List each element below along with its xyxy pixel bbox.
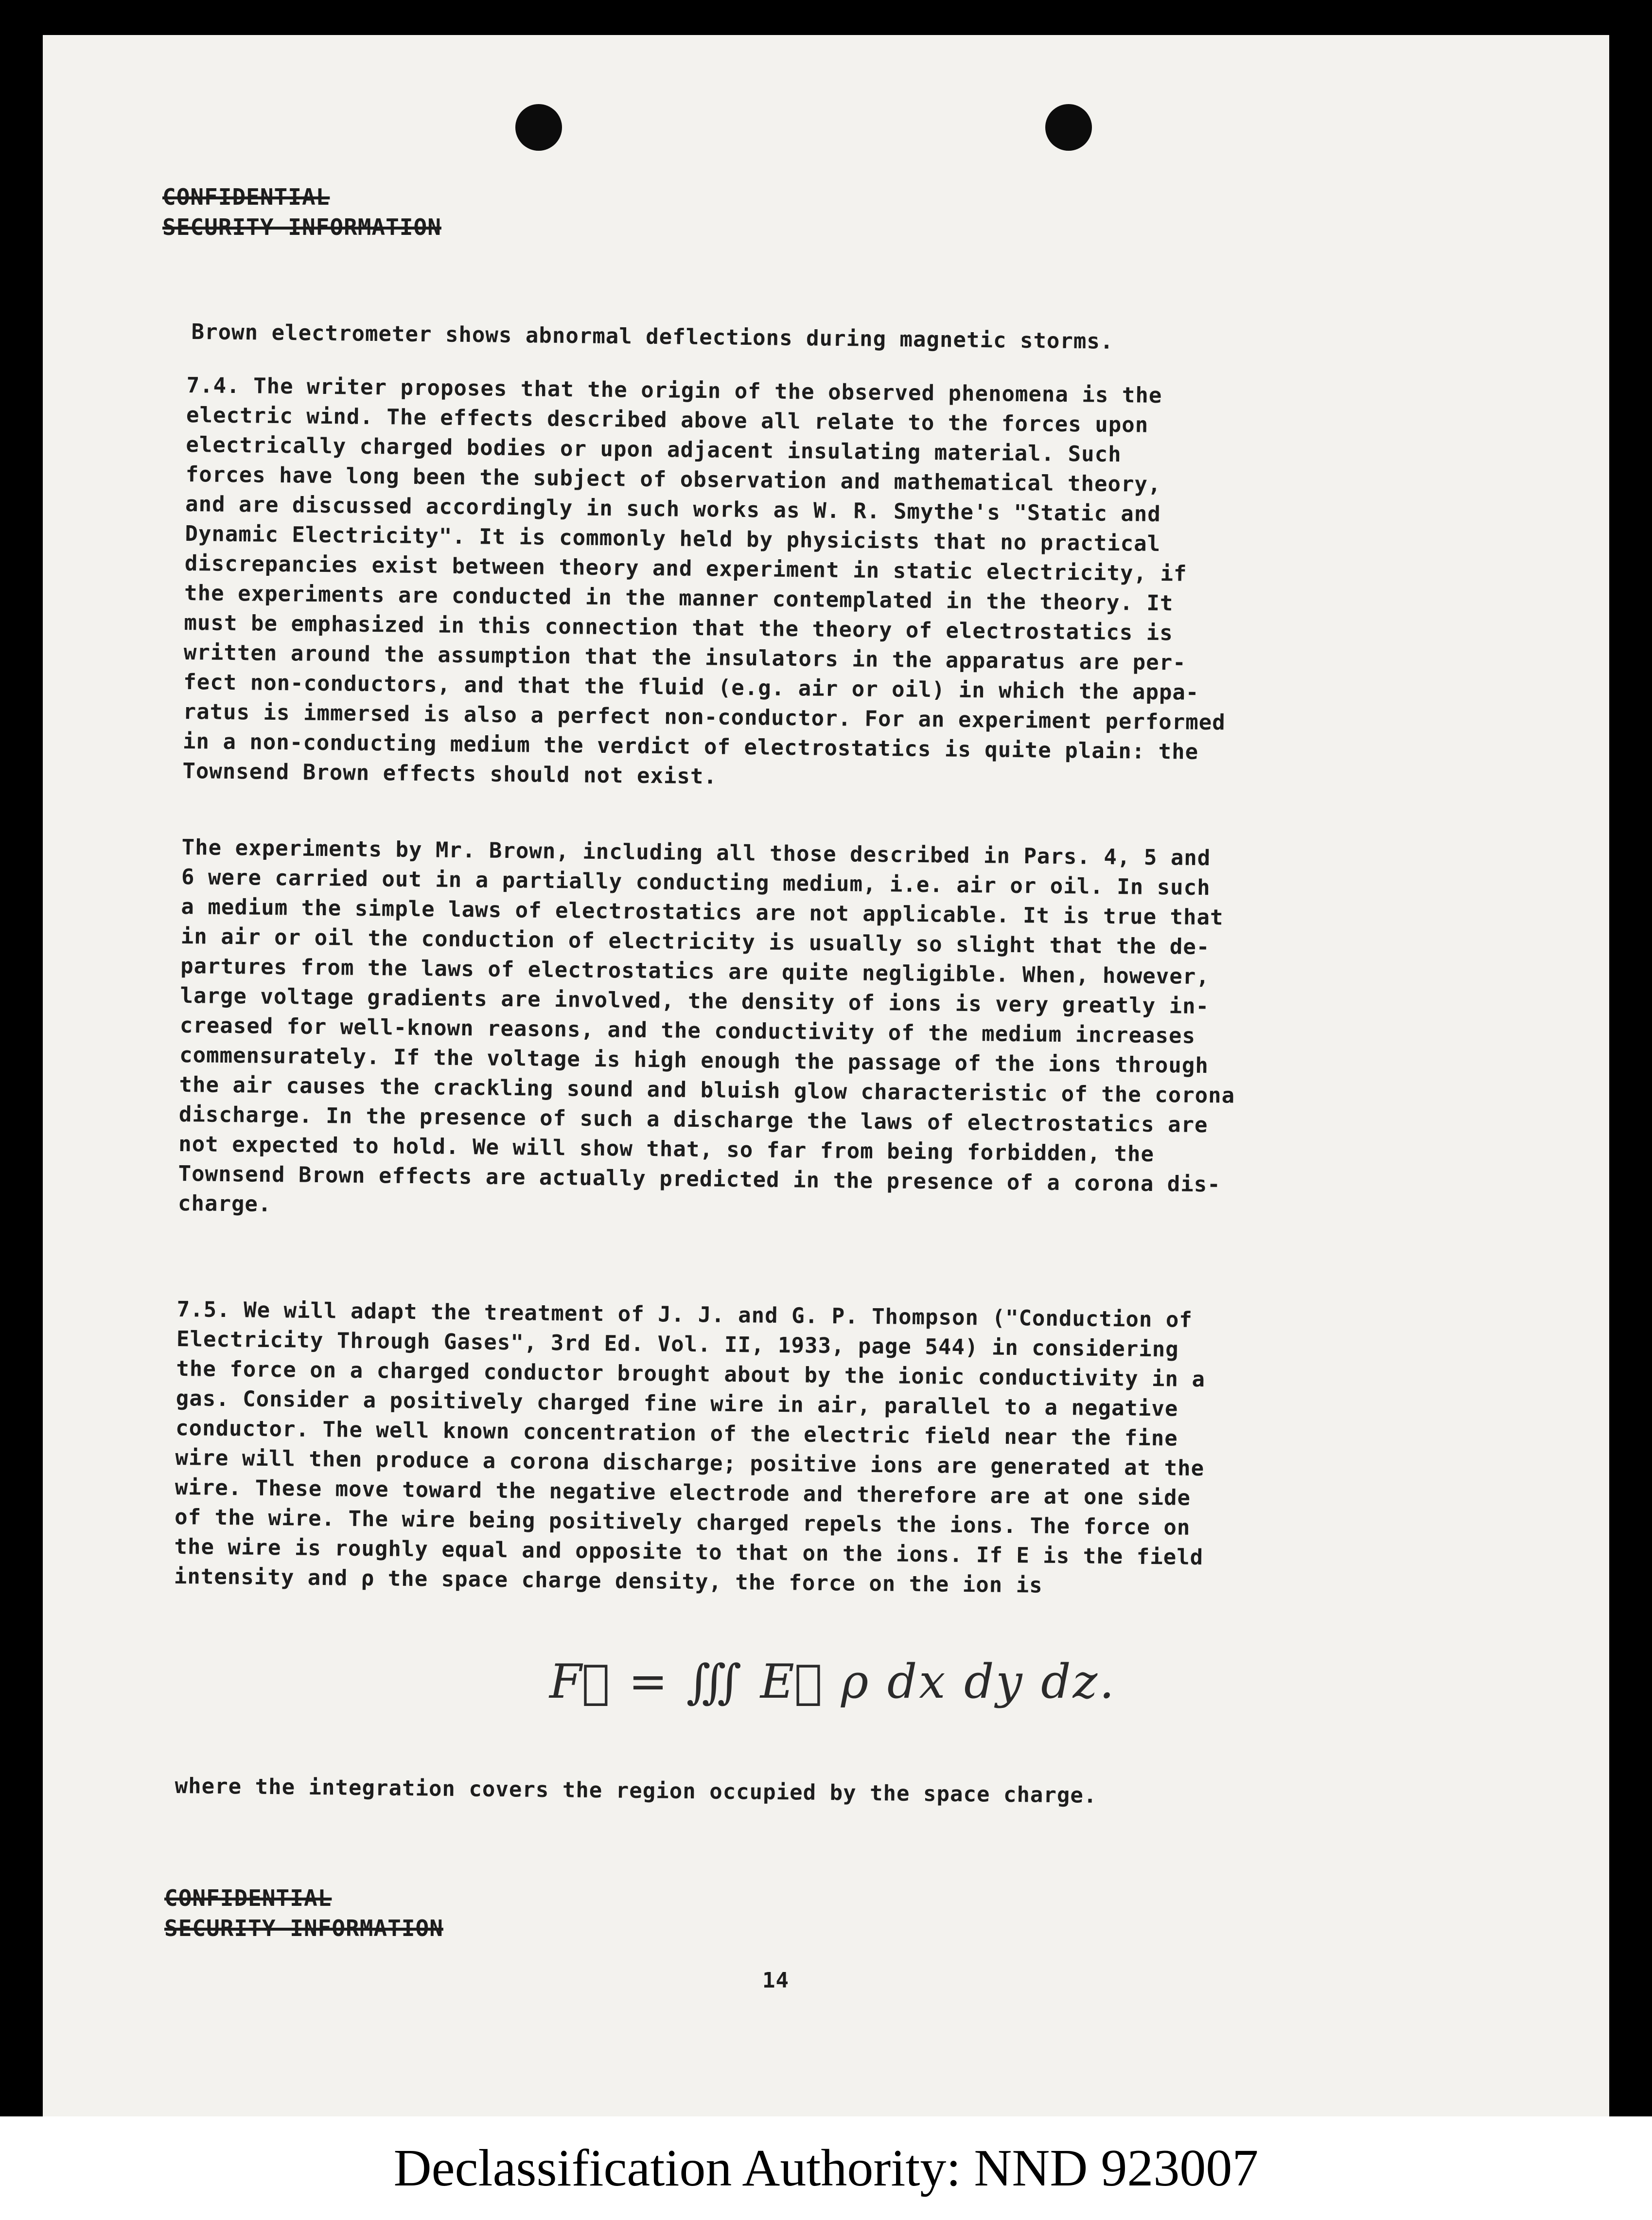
text-line: where the integration covers the region occupied by the space charge. (175, 1773, 1097, 1808)
text-line: in a non-conducting medium the verdict of electrostatics is quite plain: the (182, 728, 1199, 764)
paragraph-integration-note (175, 1771, 1097, 1811)
text-line: charge. (177, 1190, 272, 1217)
text-line: conductor. The well known concentration of the electric field near the fine (175, 1415, 1178, 1451)
text-line: wire. These move toward the negative electrode and therefore are at one side (175, 1474, 1191, 1510)
footer-classification-marking: CONFIDENTIAL SECURITY INFORMATION (164, 1885, 443, 1941)
paragraph-7-5 (174, 1295, 1206, 1602)
text-line: the force on a charged conductor brought about by the ionic conductivity in a (176, 1356, 1206, 1392)
document-page (43, 35, 1609, 2116)
text-line: Townsend Brown effects are actually predicted in the presence of a corona dis- (178, 1161, 1221, 1197)
text-line: wire will then produce a corona discharge; positive ions are generated at the (175, 1445, 1205, 1481)
text-line: partures from the laws of electrostatics are quite negligible. When, however, (180, 953, 1210, 990)
text-line: electric wind. The effects described above all relate to the forces upon (186, 402, 1149, 438)
text-line: 7.5. We will adapt the treatment of J. J. and G. P. Thompson ("Conduction of (176, 1296, 1193, 1332)
page-number: 14 (762, 1968, 789, 1993)
handwritten-force-formula: F⃗ = ∭ E⃗ ρ dx dy dz. (549, 1654, 1116, 1709)
text-line: intensity and ρ the space charge density, the force on the ion is (174, 1563, 1043, 1598)
text-line: fect non-conductors, and that the fluid (e.g. air or oil) in which the appa- (183, 669, 1199, 705)
text-line: 6 were carried out in a partially conducting medium, i.e. air or oil. In such (181, 864, 1211, 901)
paragraph-intro (191, 317, 1113, 356)
text-line: the experiments are conducted in the manner contemplated in the theory. It (184, 580, 1174, 616)
text-line: in air or oil the conduction of electricity is usually so slight that the de- (180, 924, 1210, 960)
text-line: 7.4. The writer proposes that the origin of the observed phenomena is the (186, 373, 1162, 408)
text-line: and are discussed accordingly in such works as W. R. Smythe's "Static and (185, 491, 1161, 527)
header-classification-marking: CONFIDENTIAL SECURITY INFORMATION (162, 184, 441, 240)
text-line: the wire is roughly equal and opposite to that on the ions. If E is the field (174, 1534, 1204, 1570)
text-line: of the wire. The wire being positively charged repels the ions. The force on (174, 1504, 1191, 1540)
declassification-caption: Declassification Authority: NND 923007 (0, 2116, 1652, 2220)
text-line: large voltage gradients are involved, the density of ions is very greatly in- (180, 983, 1210, 1019)
text-line: written around the assumption that the insulators in the apparatus are per- (183, 639, 1186, 675)
text-line: discharge. In the presence of such a discharge the laws of electrostatics are (178, 1101, 1208, 1138)
text-line: gas. Consider a positively charged fine wire in air, parallel to a negative (176, 1385, 1178, 1421)
paragraph-experiments (178, 833, 1238, 1229)
text-line: The experiments by Mr. Brown, including all those described in Pars. 4, 5 and (181, 835, 1211, 871)
text-line: ratus is immersed is also a perfect non-conductor. For an experiment performed (183, 699, 1226, 735)
text-line: Townsend Brown effects should not exist. (182, 758, 718, 789)
text-line: electrically charged bodies or upon adjacent insulating material. Such (186, 432, 1122, 467)
punch-hole (1045, 104, 1092, 151)
text-line: not expected to hold. We will show that, so far from being forbidden, the (178, 1131, 1155, 1167)
text-line: forces have long been the subject of observation and mathematical theory, (185, 462, 1161, 497)
text-line: creased for well-known reasons, and the conductivity of the medium increases (179, 1012, 1196, 1048)
text-line: commensurately. If the voltage is high enough the passage of the ions through (179, 1042, 1209, 1079)
paragraph-7-4 (182, 371, 1229, 797)
text-line: Brown electrometer shows abnormal deflections during magnetic storms. (191, 319, 1114, 354)
text-line: a medium the simple laws of electrostatics are not applicable. It is true that (181, 894, 1224, 930)
text-line: Electricity Through Gases", 3rd Ed. Vol. II, 1933, page 544) in considering (176, 1326, 1179, 1362)
text-line: Dynamic Electricity". It is commonly held by physicists that no practical (185, 521, 1161, 556)
text-line: discrepancies exist between theory and experiment in static electricity, if (184, 551, 1187, 586)
text-line: must be emphasized in this connection that the theory of electrostatics is (184, 610, 1174, 646)
punch-hole (515, 104, 562, 151)
text-line: the air causes the crackling sound and bluish glow characteristic of the corona (179, 1072, 1235, 1108)
